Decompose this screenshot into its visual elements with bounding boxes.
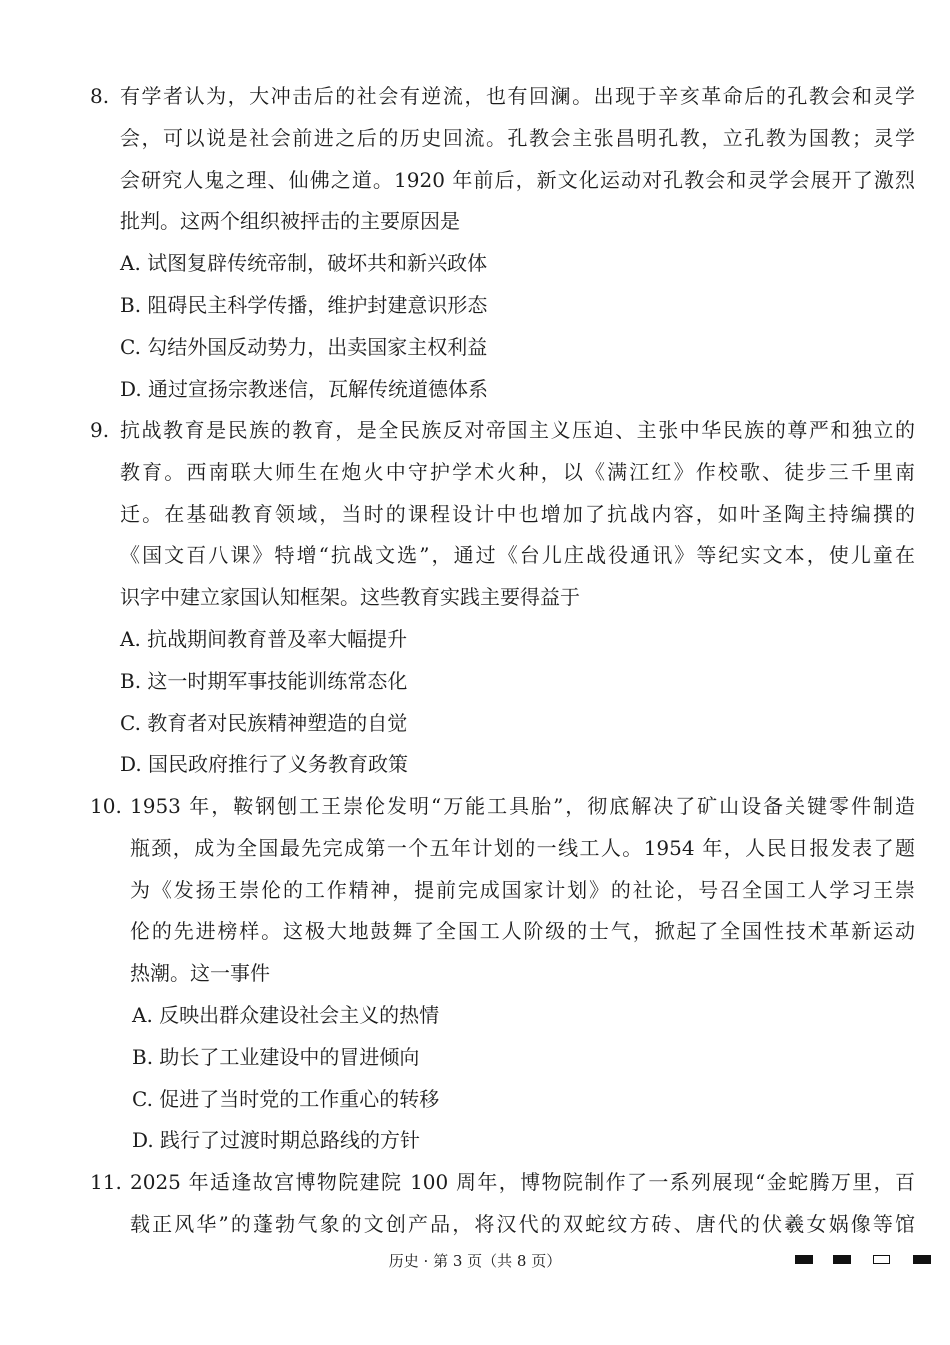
option-a: A. 抗战期间教育普及率大幅提升 (120, 626, 408, 651)
option-d: D. 践行了过渡时期总路线的方针 (132, 1128, 421, 1153)
question-10 (90, 786, 915, 1162)
question-stem-line: 会，可以说是社会前进之后的历史回流。孔教会主张昌明孔教，立孔教为国教；灵学 (120, 125, 915, 150)
question-stem-line: 会研究人鬼之理、仙佛之道。1920 年前后，新文化运动对孔教会和灵学会展开了激烈 (120, 167, 915, 192)
question-number: 10. (90, 794, 122, 818)
registration-mark-hollow (873, 1255, 890, 1264)
question-stem-line: 8. 有学者认为，大冲击后的社会有逆流，也有回澜。出现于辛亥革命后的孔教会和灵学 (90, 76, 915, 118)
page-footer: 历史 · 第 3 页（共 8 页） (388, 1252, 562, 1270)
option-a: A. 试图复辟传统帝制，破坏共和新兴政体 (120, 251, 488, 276)
option-d: D. 国民政府推行了义务教育政策 (120, 752, 409, 777)
question-9 (90, 410, 915, 786)
question-stem-line: 9. 抗战教育是民族的教育，是全民族反对帝国主义压迫、主张中华民族的尊严和独立的 (90, 410, 915, 452)
question-number: 8. (90, 84, 110, 108)
registration-mark-filled (795, 1255, 813, 1264)
option-c: C. 勾结外国反动势力，出卖国家主权利益 (120, 334, 488, 359)
option-b: B. 阻碍民主科学传播，维护封建意识形态 (120, 292, 488, 317)
registration-mark-filled (913, 1255, 931, 1264)
option-c: C. 促进了当时党的工作重心的转移 (132, 1086, 440, 1111)
question-stem-line: 伦的先进榜样。这极大地鼓舞了全国工人阶级的士气，掀起了全国性技术革新运动 (130, 919, 915, 944)
option-a: A. 反映出群众建设社会主义的热情 (132, 1002, 440, 1027)
option-b: B. 这一时期军事技能训练常态化 (120, 668, 408, 693)
question-stem-line: 10. 1953 年，鞍钢刨工王崇伦发明“万能工具胎”，彻底解决了矿山设备关键零件制造 (90, 786, 915, 828)
question-stem-line: 载正风华”的蓬勃气象的文创产品，将汉代的双蛇纹方砖、唐代的伏羲女娲像等馆 (130, 1211, 915, 1236)
question-8 (90, 76, 915, 410)
option-c: C. 教育者对民族精神塑造的自觉 (120, 710, 408, 735)
question-11 (90, 1162, 915, 1246)
question-stem-line: 识字中建立家国认知框架。这些教育实践主要得益于 (120, 585, 580, 610)
question-stem-line: 瓶颈，成为全国最先完成第一个五年计划的一线工人。1954 年，人民日报发表了题 (130, 835, 915, 860)
question-stem-line: 为《发扬王崇伦的工作精神，提前完成国家计划》的社论，号召全国工人学习王崇 (130, 877, 915, 902)
question-stem-line: 《国文百八课》特增“抗战文选”，通过《台儿庄战役通讯》等纪实文本，使儿童在 (120, 543, 915, 568)
question-number: 11. (90, 1170, 122, 1194)
registration-mark-filled (833, 1255, 851, 1264)
question-stem-line: 11. 2025 年适逢故宫博物院建院 100 周年，博物院制作了一系列展现“金蛇腾万里，百 (90, 1162, 915, 1204)
question-stem-line: 迁。在基础教育领域，当时的课程设计中也增加了抗战内容，如叶圣陶主持编撰的 (120, 501, 915, 526)
question-stem-line: 教育。西南联大师生在炮火中守护学术火种，以《满江红》作校歌、徒步三千里南 (120, 459, 915, 484)
option-b: B. 助长了工业建设中的冒进倾向 (132, 1044, 420, 1069)
question-stem-line: 批判。这两个组织被抨击的主要原因是 (120, 209, 460, 234)
option-d: D. 通过宣扬宗教迷信，瓦解传统道德体系 (120, 376, 489, 401)
question-stem-line: 热潮。这一事件 (130, 961, 270, 986)
question-number: 9. (90, 418, 110, 442)
